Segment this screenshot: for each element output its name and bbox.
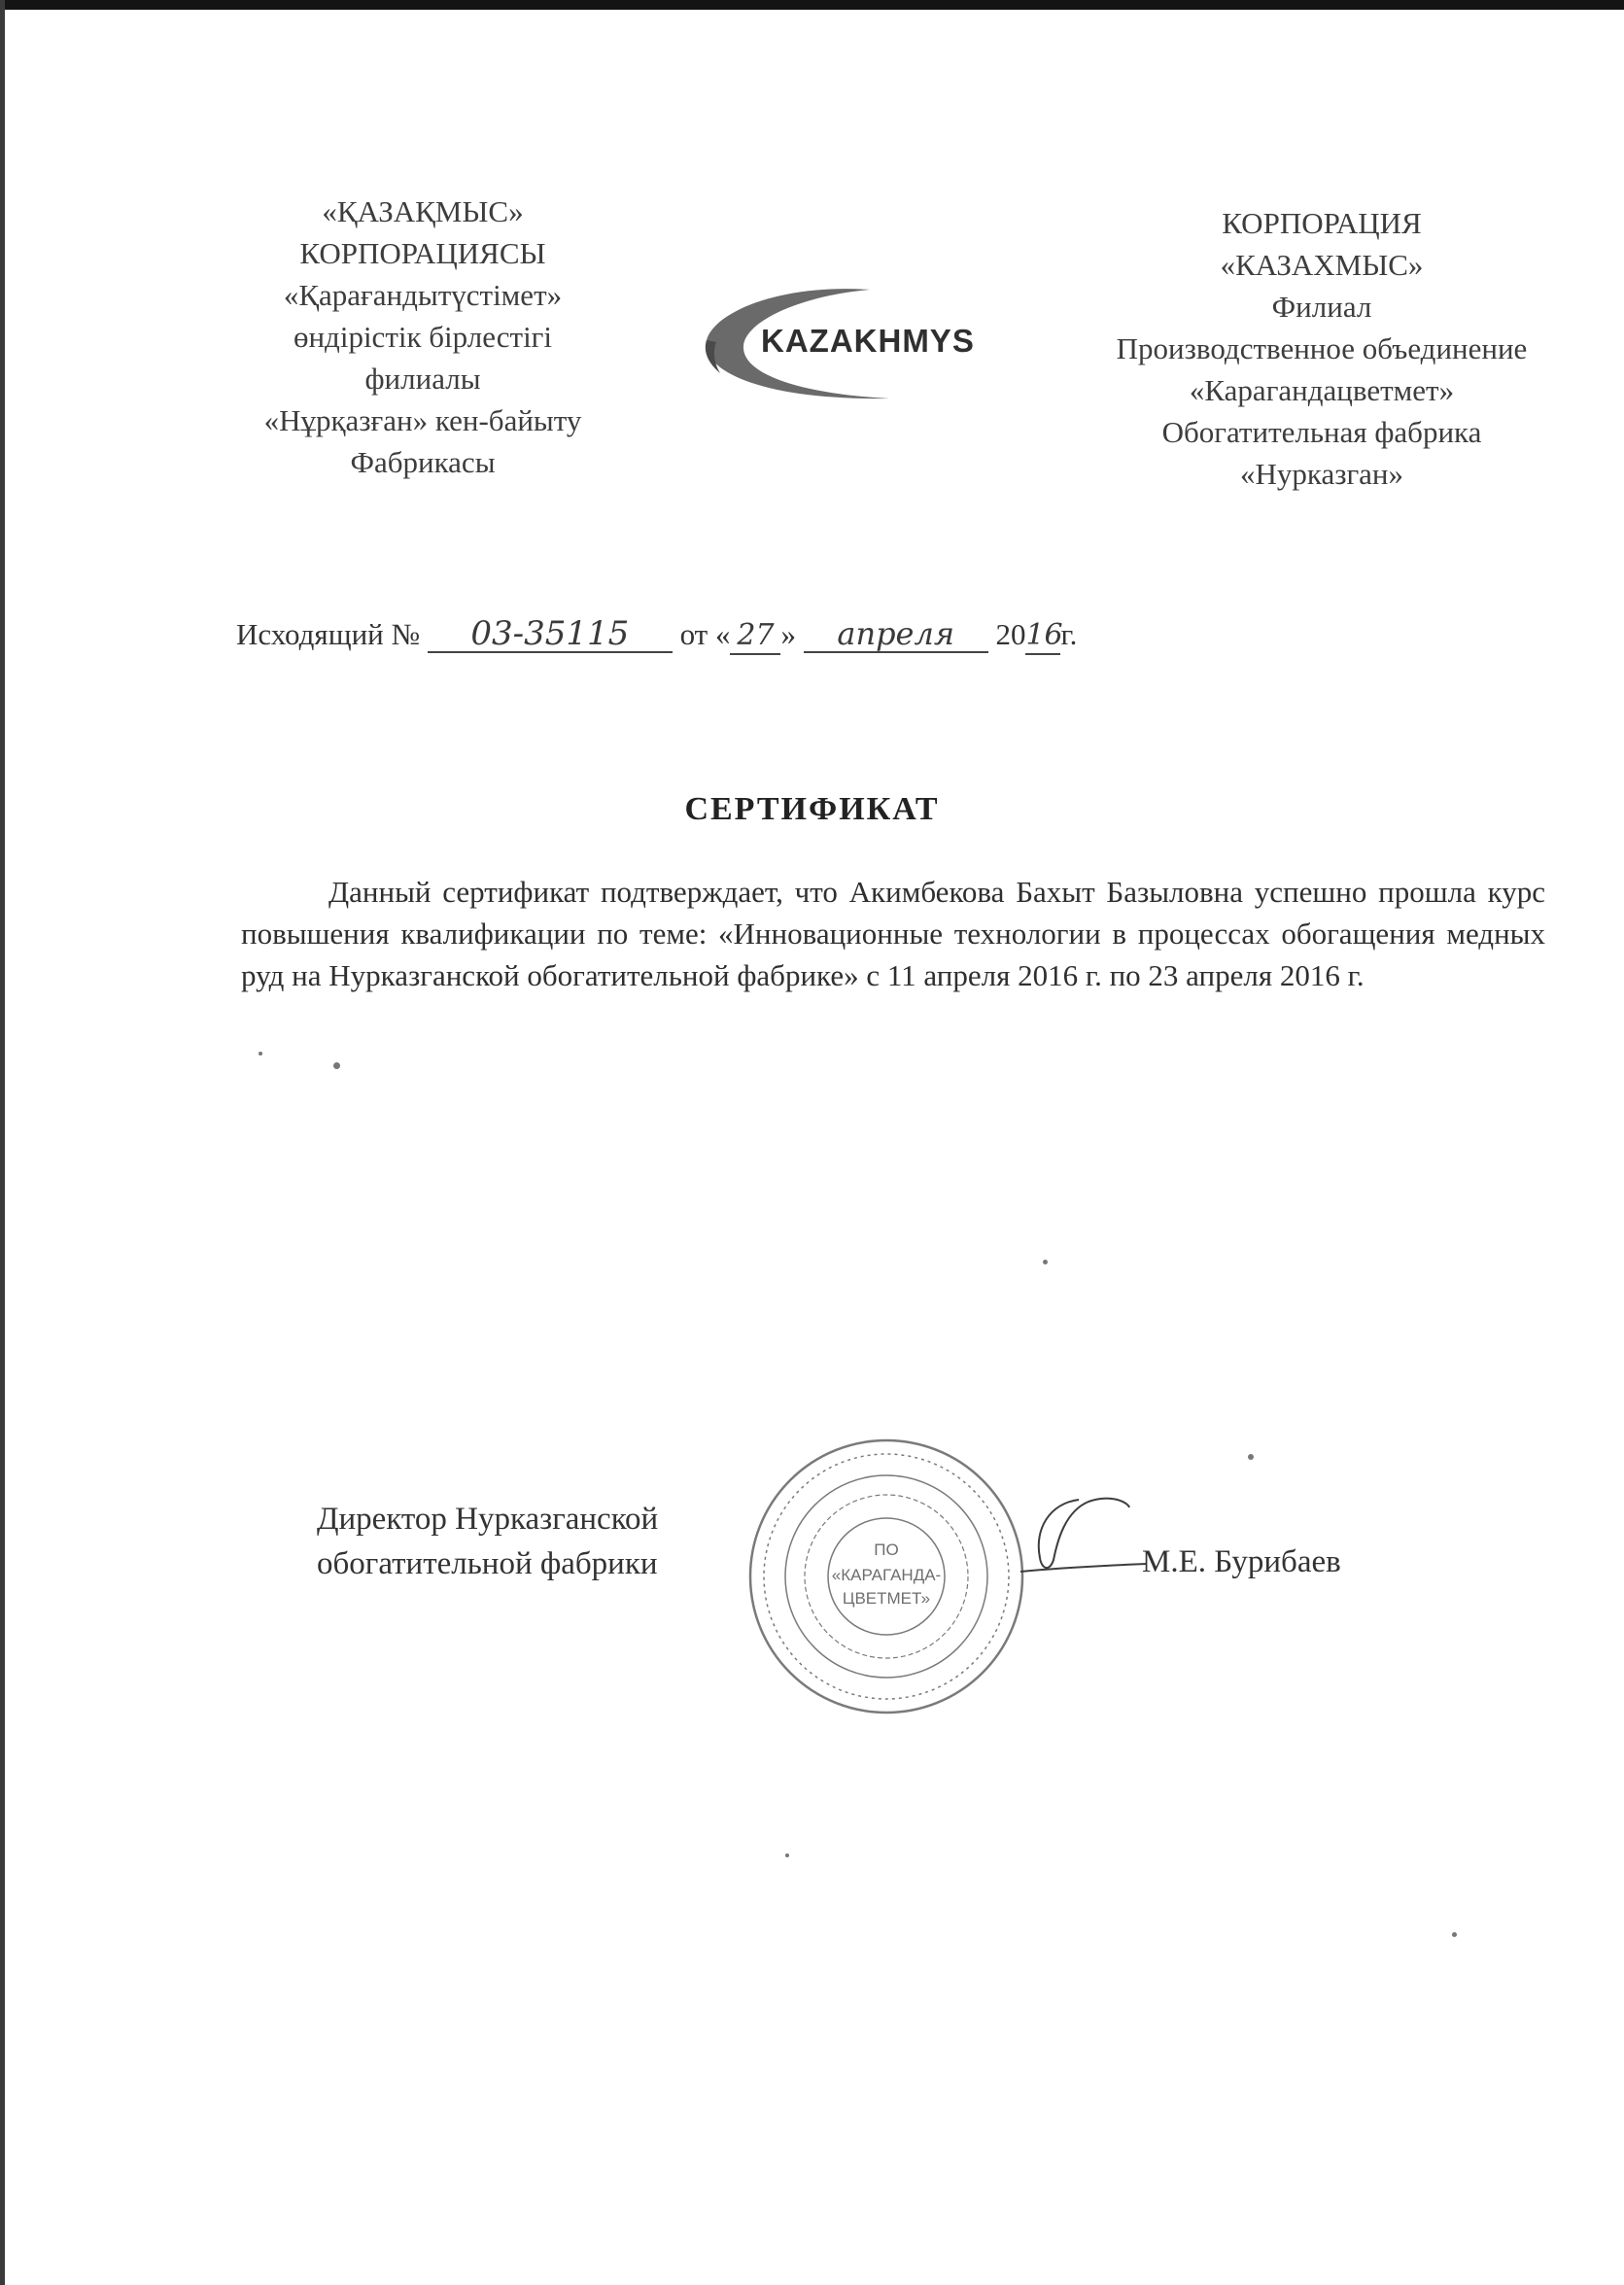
header-left-line: КОРПОРАЦИЯСЫ xyxy=(299,236,546,270)
outgoing-label: Исходящий № xyxy=(236,617,421,651)
header-left-kazakh xyxy=(209,190,637,483)
date-day-close: » xyxy=(780,617,796,651)
header-right-line: Филиал xyxy=(1271,290,1372,324)
scan-top-edge xyxy=(0,0,1624,10)
header-right-line: Обогатительная фабрика xyxy=(1161,415,1482,449)
official-stamp-icon xyxy=(731,1431,1042,1722)
scan-left-edge xyxy=(0,0,5,2285)
scan-speck xyxy=(1043,1260,1048,1264)
scan-speck xyxy=(259,1052,262,1056)
header-left-line: «ҚАЗАҚМЫС» xyxy=(322,194,524,228)
date-from-label: от « xyxy=(679,617,731,651)
stamp-center-line: «КАРАГАНДА- xyxy=(831,1566,942,1584)
header-right-line: «КАЗАХМЫС» xyxy=(1220,248,1424,282)
header-right-line: Производственное объединение xyxy=(1116,331,1528,365)
header-left-line: «Қарағандытүстімет» xyxy=(283,278,563,312)
certificate-body: Данный сертификат подтверждает, что Акимбекова Бахыт Базыловна успешно прошла курс повышения квалификации по теме: «Инновационные технологии в процессах обогащения медных руд на Нурказганской обогатительной фабрике» с 11 апреля 2016 г. по 23 апреля 2016 г. xyxy=(241,875,1545,992)
header-left-line: «Нұрқазған» кен-байыту xyxy=(263,403,582,437)
date-year-suffix: 16 xyxy=(1025,618,1060,655)
date-day: 27 xyxy=(730,618,780,655)
signatory-title xyxy=(317,1497,658,1586)
header-right-line: «Нурказган» xyxy=(1239,457,1404,491)
header-right-line: КОРПОРАЦИЯ xyxy=(1222,206,1422,240)
header-right-russian xyxy=(1059,202,1584,495)
stamp-center-line: ЦВЕТМЕТ» xyxy=(842,1589,931,1608)
certificate-title: СЕРТИФИКАТ xyxy=(684,791,940,827)
stamp-center-line: ПО xyxy=(874,1541,899,1559)
header-right-line: «Карагандацветмет» xyxy=(1189,373,1455,407)
signatory-name: М.Е. Бурибаев xyxy=(1142,1544,1341,1579)
logo-wordmark: KAZAKHMYS xyxy=(761,323,975,359)
scan-speck xyxy=(1452,1932,1457,1937)
header-left-line: филиалы xyxy=(364,362,481,396)
outgoing-number-line xyxy=(236,616,1077,655)
scan-speck xyxy=(333,1062,340,1069)
scan-speck xyxy=(785,1853,789,1857)
scan-speck xyxy=(1248,1454,1254,1460)
header-left-line: өндірістік бірлестігі xyxy=(293,320,553,354)
date-year-prefix: 20 xyxy=(995,617,1026,651)
signatory-title-line: Директор Нурказганской xyxy=(317,1502,659,1537)
outgoing-number: 03-35115 xyxy=(428,616,673,653)
signatory-title-line: обогатительной фабрики xyxy=(317,1546,658,1581)
date-year-label: г. xyxy=(1060,617,1078,651)
header-left-line: Фабрикасы xyxy=(350,445,496,479)
date-month: апреля xyxy=(804,616,988,653)
